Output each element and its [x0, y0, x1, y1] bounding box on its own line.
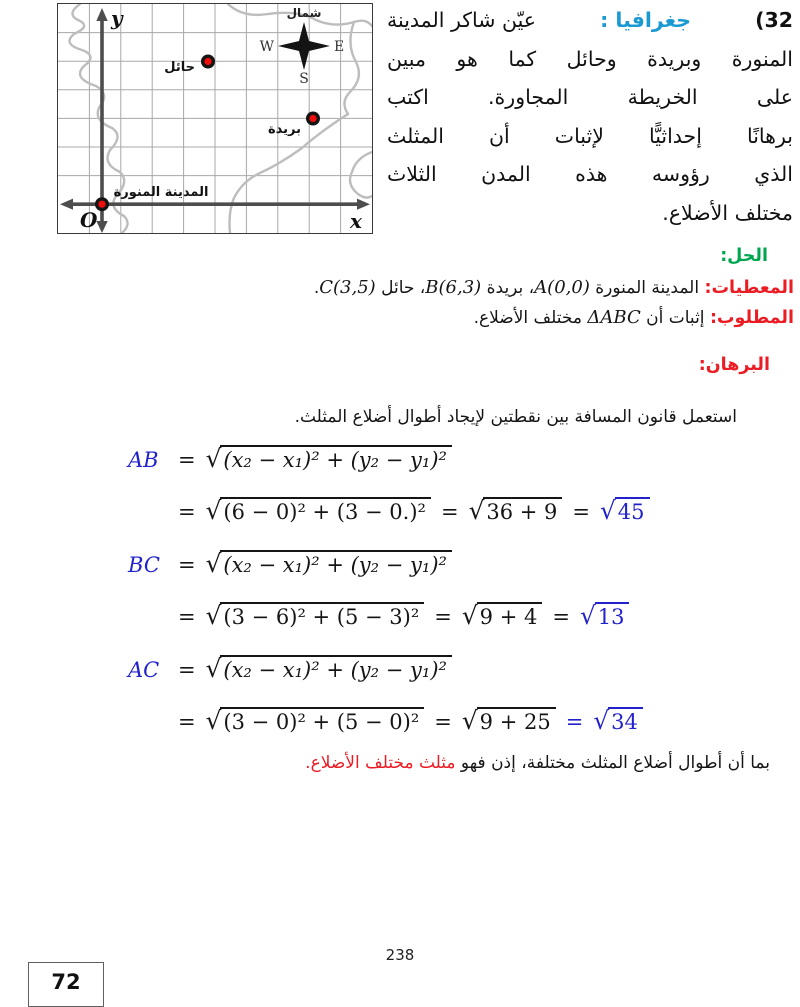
given-medina: المدينة المنورة [595, 278, 700, 298]
given-sep-hail: ، حائل [381, 278, 426, 298]
coordinate-map-figure [57, 3, 373, 234]
radical-expression: √ (3 − 0)² + (5 − 0)² [206, 706, 425, 735]
required-label: المطلوب: [709, 308, 794, 328]
medina-marker-dot [98, 201, 105, 208]
problem-number: (32 [755, 8, 793, 32]
equals-sign: = [178, 448, 196, 472]
proof-heading-line [0, 355, 800, 375]
segment-name: BC [128, 553, 160, 577]
medina-label: المدينة المنورة [113, 185, 209, 200]
given-sep-buraydah: ، بريدة [486, 278, 535, 298]
problem-text-line: مختلف الأضلاع. [662, 200, 793, 225]
equation-row [128, 654, 643, 706]
point-c: C(3,5) [319, 277, 376, 298]
triangle-abc: ΔABC [587, 307, 641, 328]
point-b: B(6,3) [425, 277, 482, 298]
segment-name: AC [128, 658, 160, 682]
given-label: المعطيات: [704, 278, 794, 298]
problem-statement [387, 1, 793, 232]
conclusion-line [0, 753, 800, 773]
y-axis-label: y [111, 6, 123, 30]
equals-sign: = [572, 500, 590, 524]
problem-text-line: المنورة وبريدة وحائل كما هو مبين [387, 46, 793, 71]
equation-row [128, 601, 629, 653]
conclusion-red: مثلث مختلف الأضلاع. [305, 753, 456, 773]
solution-heading-line [0, 246, 800, 266]
radical-expression: √ 36 + 9 [469, 496, 563, 525]
radical-expression: √ (x₂ − x₁)² + (y₂ − y₁)² [206, 549, 452, 578]
compass-west-label: W [259, 39, 274, 55]
map-canvas [58, 4, 372, 233]
proof-label: البرهان: [698, 355, 770, 375]
compass-east-label: E [334, 39, 345, 55]
conclusion-black: بما أن أطوال أضلاع المثلث مختلفة، إذن فهو [460, 753, 770, 773]
problem-text-line: الذي رؤوسه هذه المدن الثلاث [387, 162, 793, 186]
equals-sign: = [178, 658, 196, 682]
buraydah-marker-dot [309, 115, 316, 122]
required-pre: إثبات أن [646, 308, 705, 328]
compass-south-label: S [299, 71, 309, 87]
equation-row [128, 444, 650, 496]
proof-intro: استعمل قانون المسافة بين نقطتين لإيجاد أطوال أضلاع المثلث. [294, 407, 737, 427]
hail-marker-dot [204, 58, 211, 65]
compass-north-label: شمال [286, 6, 322, 20]
radical-result: √ 13 [580, 601, 630, 630]
given-line [0, 277, 800, 298]
radical-expression: √ (x₂ − x₁)² + (y₂ − y₁)² [206, 654, 452, 683]
compass-center [298, 40, 309, 51]
equals-sign: = [552, 605, 570, 629]
equation-row [128, 706, 643, 758]
radical-expression: √ 9 + 4 [462, 601, 542, 630]
problem-text-line: على الخريطة المجاورة. اكتب [387, 85, 793, 109]
equals-sign: = [434, 605, 452, 629]
required-line [0, 307, 800, 328]
equation-ab [128, 444, 650, 548]
radical-expression: √ (x₂ − x₁)² + (y₂ − y₁)² [206, 444, 452, 473]
problem-text-line: برهانًا إحداثيًّا لإثبات أن المثلث [387, 123, 793, 148]
equation-ac [128, 654, 643, 758]
origin-label: O [80, 208, 98, 232]
equation-bc [128, 549, 629, 653]
problem-heading-line [387, 1, 793, 40]
equals-sign: = [178, 500, 196, 524]
radical-expression: √ (3 − 6)² + (5 − 3)² [206, 601, 425, 630]
radical-expression: √ 9 + 25 [462, 706, 556, 735]
solution-heading: الحل: [720, 246, 768, 266]
problem-text-line: عيّن شاكر المدينة [387, 8, 537, 32]
equals-sign: = [565, 710, 584, 734]
equals-sign: = [440, 500, 459, 524]
point-a: A(0,0) [534, 277, 590, 298]
page-badge: 72 [28, 962, 104, 1007]
equals-sign: = [178, 710, 196, 734]
equals-sign: = [178, 553, 196, 577]
compass-rose [260, 6, 345, 87]
buraydah-label: بريدة [267, 122, 301, 137]
problem-category-label: جغرافيا : [600, 8, 692, 32]
required-post: مختلف الأضلاع. [473, 308, 582, 328]
radical-result: √ 45 [600, 496, 650, 525]
radical-expression: √ (6 − 0)² + (3 − 0.)² [206, 496, 431, 525]
page-number: 238 [385, 946, 415, 964]
given-period: . [313, 278, 320, 298]
hail-label: حائل [164, 60, 195, 75]
radical-result: √ 34 [593, 706, 643, 735]
equation-row [128, 496, 650, 548]
equals-sign: = [178, 605, 196, 629]
equation-row [128, 549, 629, 601]
proof-intro-line [0, 407, 800, 427]
equals-sign: = [434, 710, 452, 734]
x-axis-label: x [350, 209, 362, 233]
segment-name: AB [128, 448, 159, 472]
